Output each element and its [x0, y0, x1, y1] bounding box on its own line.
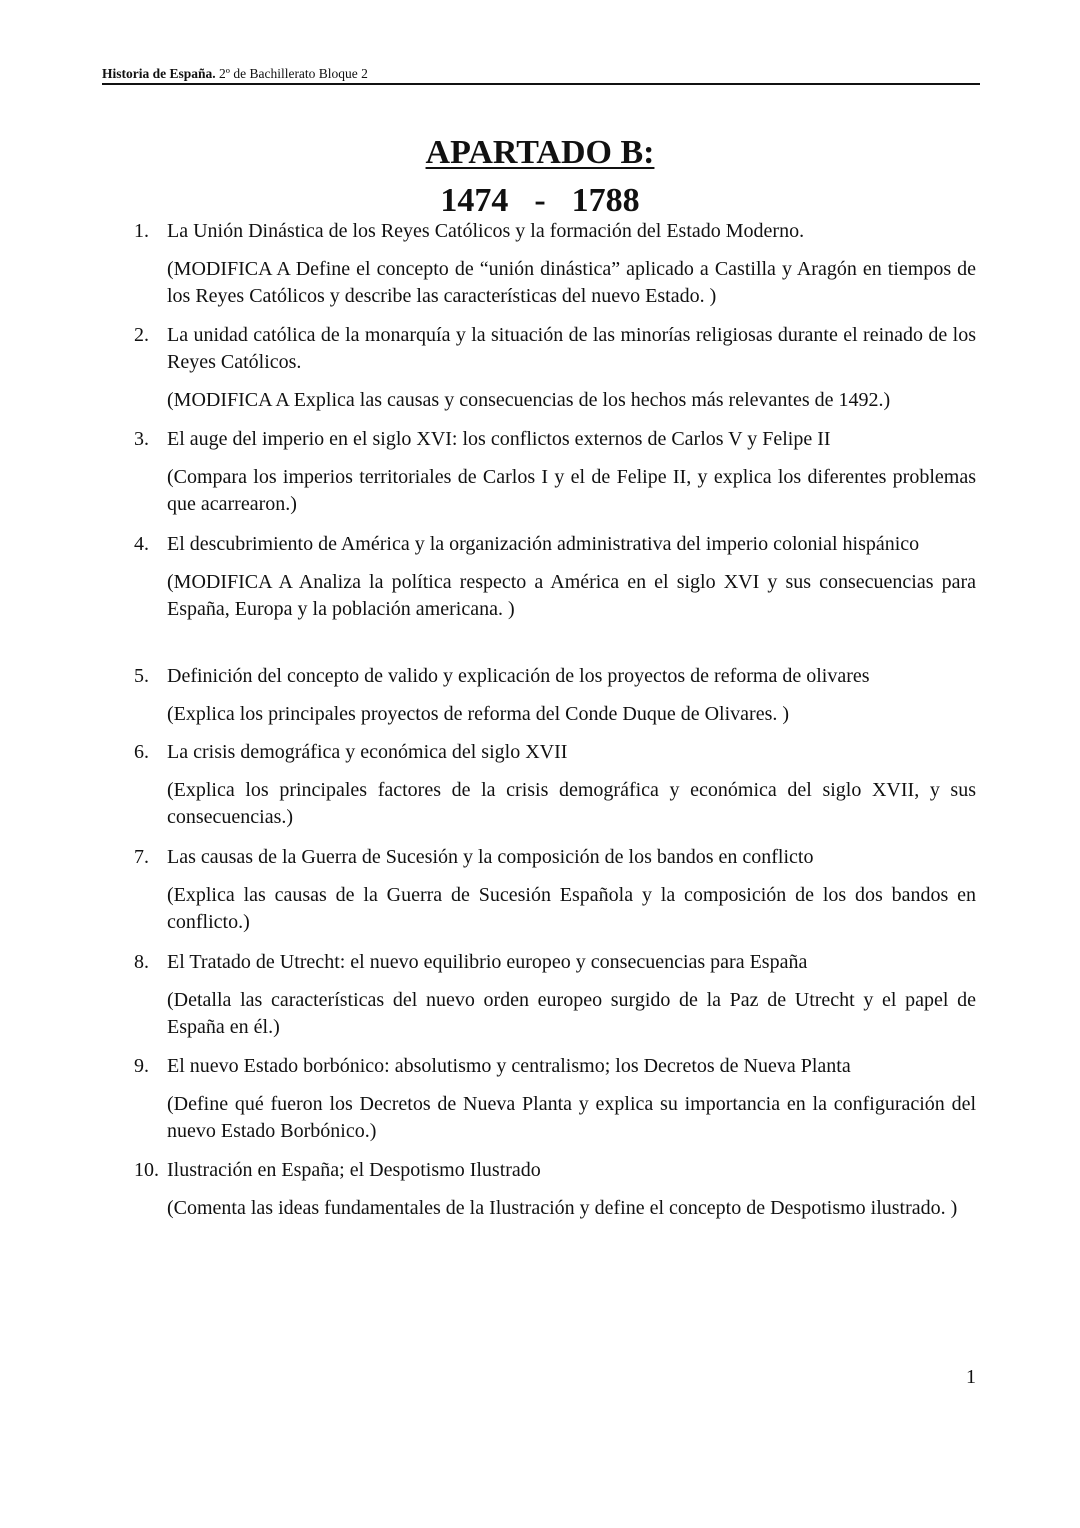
- list-item-2: [134, 322, 976, 414]
- item-detail: (Compara los imperios territoriales de Carlos I y el de Felipe II, y explica los diferentes problemas que acarrearon.): [167, 466, 976, 515]
- header-course: 2º de Bachillerato Bloque 2: [215, 66, 368, 81]
- list-item-1: [134, 218, 976, 310]
- item-number: 9.: [134, 1055, 149, 1077]
- year-start: 1474: [440, 182, 509, 219]
- item-number: 6.: [134, 741, 149, 763]
- item-topic: Ilustración en España; el Despotismo Ilustrado: [167, 1159, 541, 1181]
- item-number: 1.: [134, 220, 149, 242]
- item-detail: (Explica las causas de la Guerra de Sucesión Española y la composición de los dos bandos en conflicto.): [167, 884, 976, 933]
- item-topic: La unidad católica de la monarquía y la situación de las minorías religiosas durante el reinado de los Reyes Católicos.: [167, 324, 976, 373]
- page-title: APARTADO B:: [425, 134, 655, 171]
- header-subject: Historia de España.: [102, 66, 216, 81]
- item-topic: La Unión Dinástica de los Reyes Católicos y la formación del Estado Moderno.: [167, 220, 805, 242]
- item-detail: (Explica los principales factores de la crisis demográfica y económica del siglo XVII, y sus consecuencias.): [167, 779, 976, 828]
- item-topic: Las causas de la Guerra de Sucesión y la composición de los bandos en conflicto: [167, 846, 814, 868]
- item-number: 3.: [134, 428, 149, 450]
- item-topic: El auge del imperio en el siglo XVI: los conflictos externos de Carlos V y Felipe II: [167, 428, 831, 450]
- item-topic: El descubrimiento de América y la organización administrativa del imperio colonial hispánico: [167, 533, 920, 555]
- item-number: 10.: [134, 1159, 159, 1181]
- period-years: [0, 181, 1080, 221]
- list-item-7: [134, 844, 976, 936]
- list-item-9: [134, 1053, 976, 1145]
- year-end: 1788: [571, 182, 640, 219]
- item-number: 5.: [134, 665, 149, 687]
- item-detail: (Explica los principales proyectos de reforma del Conde Duque de Olivares. ): [167, 703, 790, 725]
- item-detail: (MODIFICA A Analiza la política respecto a América en el siglo XVI y sus consecuencias para España, Europa y la población americana. ): [167, 571, 976, 620]
- item-detail: (Detalla las características del nuevo orden europeo surgido de la Paz de Utrecht y el papel de España en él.): [167, 989, 976, 1038]
- item-topic: Definición del concepto de valido y explicación de los proyectos de reforma de olivares: [167, 665, 870, 687]
- list-item-6: [134, 739, 976, 831]
- item-topic: El nuevo Estado borbónico: absolutismo y centralismo; los Decretos de Nueva Planta: [167, 1055, 851, 1077]
- list-item-4: [134, 531, 976, 623]
- running-header: [102, 66, 980, 85]
- item-number: 2.: [134, 324, 149, 346]
- list-item-10: [134, 1157, 976, 1222]
- page-number: 1: [966, 1366, 976, 1388]
- list-item-3: [134, 426, 976, 518]
- item-detail: (Comenta las ideas fundamentales de la Ilustración y define el concepto de Despotismo ilustrado. ): [167, 1197, 958, 1219]
- item-detail: (Define qué fueron los Decretos de Nueva Planta y explica su importancia en la configuración del nuevo Estado Borbónico.): [167, 1093, 976, 1142]
- item-number: 4.: [134, 533, 149, 555]
- item-topic: El Tratado de Utrecht: el nuevo equilibrio europeo y consecuencias para España: [167, 951, 808, 973]
- item-detail: (MODIFICA A Explica las causas y consecuencias de los hechos más relevantes de 1492.): [167, 389, 891, 411]
- item-number: 8.: [134, 951, 149, 973]
- item-number: 7.: [134, 846, 149, 868]
- list-item-5: [134, 663, 976, 728]
- year-separator: -: [534, 182, 546, 219]
- item-detail: (MODIFICA A Define el concepto de “unión dinástica” aplicado a Castilla y Aragón en tiempos de los Reyes Católicos y describe las características del nuevo Estado. ): [167, 258, 976, 307]
- item-topic: La crisis demográfica y económica del siglo XVII: [167, 741, 568, 763]
- list-item-8: [134, 949, 976, 1041]
